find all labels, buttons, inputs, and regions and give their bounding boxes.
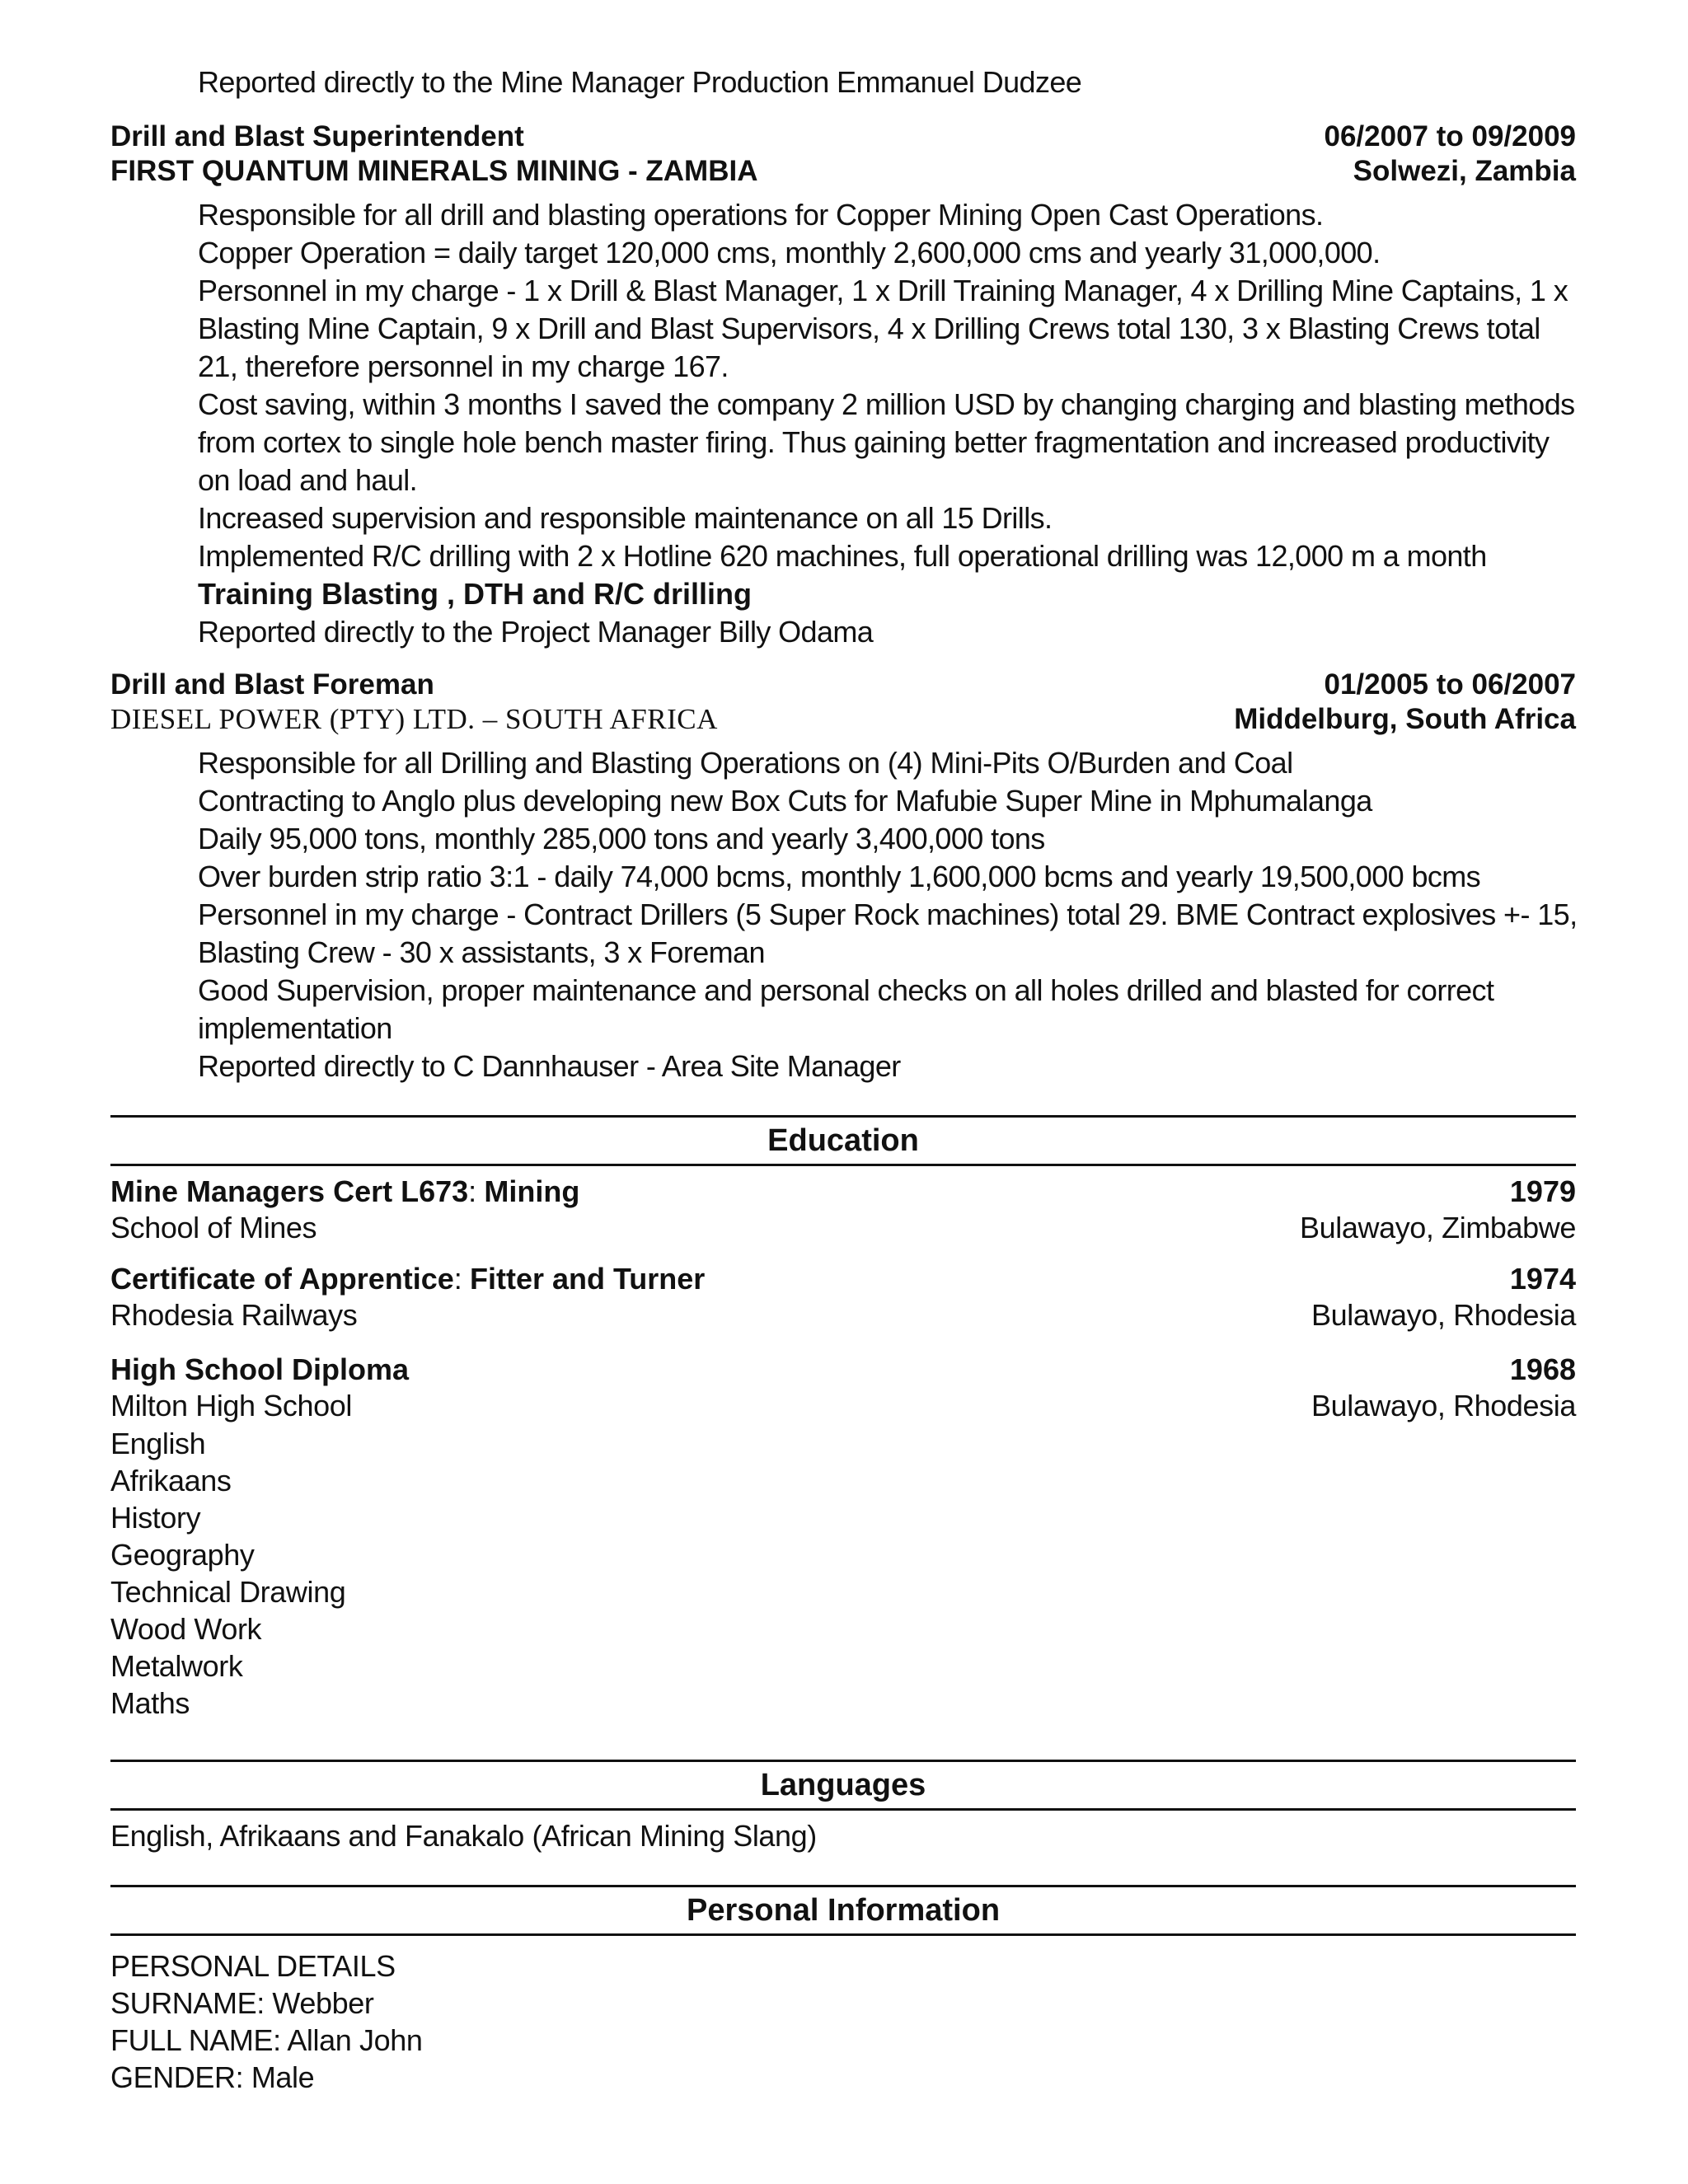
education-degree: Mine Managers Cert L673: [110, 1174, 469, 1208]
education-location: Bulawayo, Rhodesia: [1311, 1298, 1576, 1332]
job-line: Increased supervision and responsible maintenance on all 15 Drills.: [198, 501, 1053, 535]
job-line: Responsible for all drill and blasting operations for Copper Mining Open Cast Operations.: [198, 198, 1324, 232]
subject-item: English: [110, 1427, 206, 1460]
job-line: Responsible for all Drilling and Blasting Operations on (4) Mini-Pits O/Burden and Coal: [198, 746, 1293, 780]
personal-line: GENDER: Male: [110, 2060, 315, 2094]
education-entry: [110, 1352, 1576, 1426]
job-description: [198, 744, 1582, 1085]
education-entry: [110, 1174, 1576, 1246]
report-line: Reported directly to C Dannhauser - Area Site Manager: [198, 1049, 901, 1083]
languages-text-block: [110, 1817, 1576, 1854]
job-title: Drill and Blast Superintendent: [110, 120, 524, 152]
job-description: [198, 196, 1582, 651]
education-degree-line: [110, 1261, 705, 1297]
subject-item: History: [110, 1501, 201, 1535]
job-line: Daily 95,000 tons, monthly 285,000 tons and yearly 3,400,000 tons: [198, 822, 1045, 855]
languages-text: English, Afrikaans and Fanakalo (African Mining Slang): [110, 1819, 817, 1853]
education-degree: High School Diploma: [110, 1352, 410, 1386]
education-degree-line: [110, 1174, 579, 1210]
subject-item: Technical Drawing: [110, 1575, 346, 1609]
education-school: School of Mines: [110, 1211, 317, 1244]
education-school: Rhodesia Railways: [110, 1298, 358, 1332]
subject-item: Wood Work: [110, 1612, 262, 1646]
job-company: DIESEL POWER (PTY) LTD. – SOUTH AFRICA: [110, 703, 718, 735]
job-title: Drill and Blast Foreman: [110, 668, 434, 701]
section-heading-personal-information: Personal Information: [110, 1885, 1576, 1936]
job-dates: 06/2007 to 09/2009: [1324, 120, 1576, 152]
education-year: 1974: [1509, 1262, 1576, 1296]
job-header: [110, 120, 1576, 189]
subjects-list: [110, 1425, 1576, 1722]
personal-line: SURNAME: Webber: [110, 1986, 374, 2020]
job-dates: 01/2005 to 06/2007: [1324, 668, 1576, 701]
education-entry: [110, 1261, 1576, 1333]
subject-item: Geography: [110, 1538, 255, 1572]
personal-line: FULL NAME: Allan John: [110, 2023, 423, 2057]
education-field: Fitter and Turner: [469, 1262, 706, 1296]
education-year: 1979: [1509, 1174, 1576, 1208]
job-line: Copper Operation = daily target 120,000 cms, monthly 2,600,000 cms and yearly 31,000,000.: [198, 236, 1381, 269]
personal-line: PERSONAL DETAILS: [110, 1949, 396, 1983]
subject-item: Afrikaans: [110, 1464, 232, 1497]
job-training-line: Training Blasting , DTH and R/C drilling: [198, 577, 753, 611]
job-line: Personnel in my charge - Contract Drillers (5 Super Rock machines) total 29. BME Contract explosives +- 15, Blasting Crew - 30 x assistants, 3 x Foreman: [198, 898, 1578, 969]
report-line: Reported directly to the Project Manager Billy Odama: [198, 615, 874, 649]
education-location: Bulawayo, Rhodesia: [1311, 1389, 1576, 1422]
education-separator: :: [468, 1174, 485, 1208]
personal-details: [110, 1947, 1576, 2096]
subject-item: Metalwork: [110, 1649, 243, 1683]
section-heading-languages: Languages: [110, 1760, 1576, 1811]
job-line: Cost saving, within 3 months I saved the company 2 million USD by changing charging and blasting methods from cortex to single hole bench master firing. Thus gaining better fragmentation and increased productivity on load and haul.: [198, 387, 1575, 497]
job-location: Middelburg, South Africa: [1234, 703, 1576, 735]
job-line: Good Supervision, proper maintenance and personal checks on all holes drilled and blasted for correct implementation: [198, 973, 1494, 1045]
education-location: Bulawayo, Zimbabwe: [1300, 1211, 1576, 1244]
section-heading-education: Education: [110, 1115, 1576, 1166]
education-field: Mining: [484, 1174, 580, 1208]
job-line: Personnel in my charge - 1 x Drill & Blast Manager, 1 x Drill Training Manager, 4 x Drilling Mine Captains, 1 x Blasting Mine Captain, 9 x Drill and Blast Supervisors, 4 x Drilling Crews total 130, 3 x Blasting Crews total 21, therefore personnel in my charge 167.: [198, 274, 1568, 383]
education-degree: Certificate of Apprentice: [110, 1262, 454, 1296]
education-year: 1968: [1509, 1352, 1576, 1386]
job-line: Implemented R/C drilling with 2 x Hotline 620 machines, full operational drilling was 12,000 m a month: [198, 539, 1487, 573]
job-location: Solwezi, Zambia: [1353, 155, 1576, 187]
job-line: Contracting to Anglo plus developing new Box Cuts for Mafubie Super Mine in Mphumalanga: [198, 784, 1372, 818]
education-separator: :: [453, 1262, 470, 1296]
previous-job-report-line: [198, 63, 1582, 101]
job-company: FIRST QUANTUM MINERALS MINING - ZAMBIA: [110, 155, 758, 187]
job-line: Over burden strip ratio 3:1 - daily 74,000 bcms, monthly 1,600,000 bcms and yearly 19,500,000 bcms: [198, 860, 1481, 893]
education-school: Milton High School: [110, 1389, 352, 1422]
report-line: Reported directly to the Mine Manager Production Emmanuel Dudzee: [198, 65, 1082, 99]
job-header: [110, 668, 1576, 737]
subject-item: Maths: [110, 1686, 190, 1720]
